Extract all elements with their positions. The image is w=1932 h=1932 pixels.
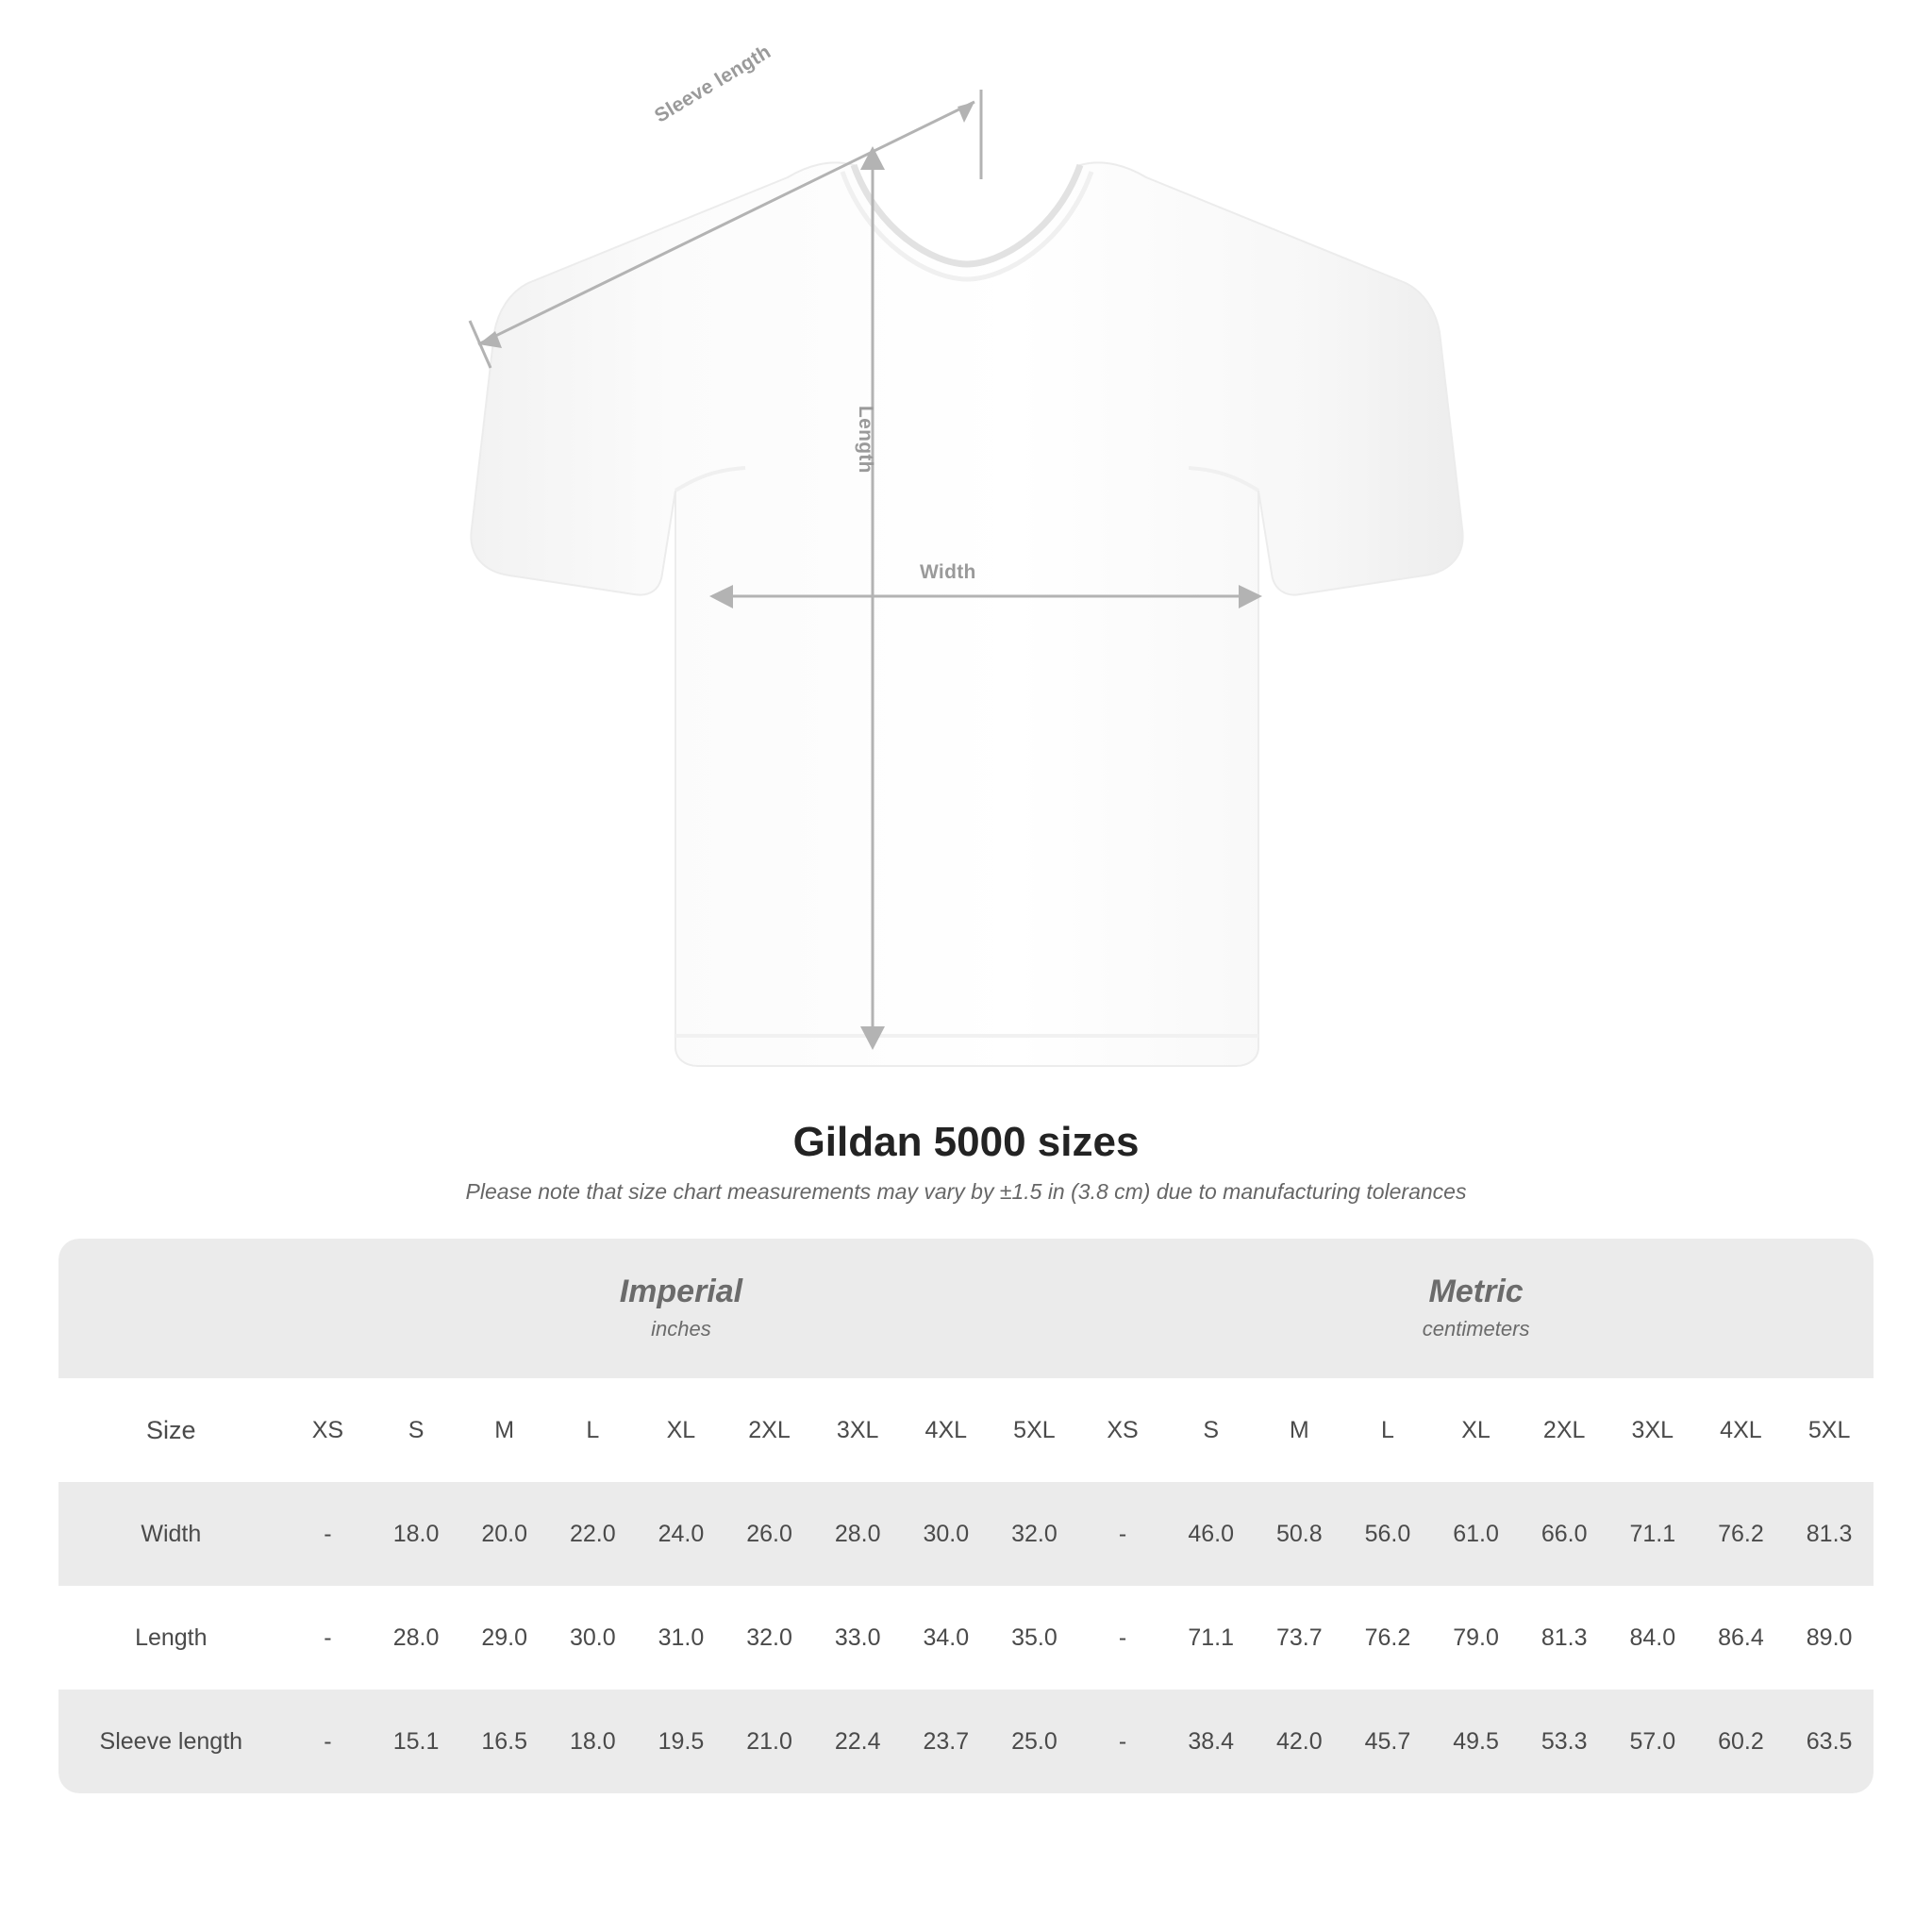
column-header-cell: XS	[284, 1378, 373, 1482]
table-cell: 22.4	[813, 1690, 902, 1793]
width-label: Width	[920, 561, 976, 583]
table-cell: 32.0	[991, 1482, 1079, 1586]
table-cell: 31.0	[637, 1586, 725, 1690]
row-label-width: Width	[58, 1482, 284, 1586]
table-cell: 32.0	[725, 1586, 814, 1690]
table-cell: 23.7	[902, 1690, 991, 1793]
table-cell: 28.0	[372, 1586, 460, 1690]
column-header-cell: 4XL	[1697, 1378, 1786, 1482]
unit-group-imperial-unit: inches	[651, 1316, 711, 1341]
column-header-cell: L	[548, 1378, 637, 1482]
table-row	[58, 1482, 1874, 1586]
table-cell: 25.0	[991, 1690, 1079, 1793]
table-cell: 18.0	[372, 1482, 460, 1586]
column-header-cell: 2XL	[1520, 1378, 1608, 1482]
table-cell: 42.0	[1255, 1690, 1343, 1793]
column-header-cell: XL	[637, 1378, 725, 1482]
table-cell: 46.0	[1167, 1482, 1256, 1586]
table-cell: 24.0	[637, 1482, 725, 1586]
unit-group-imperial	[284, 1239, 1079, 1378]
column-header-cell: S	[372, 1378, 460, 1482]
sleeve-length-label: Sleeve length	[651, 41, 775, 127]
table-cell: 18.0	[548, 1690, 637, 1793]
column-header-cell: XS	[1078, 1378, 1167, 1482]
table-cell: 38.4	[1167, 1690, 1256, 1793]
column-header-size: Size	[58, 1378, 284, 1482]
table-cell: 71.1	[1608, 1482, 1697, 1586]
table-cell: 60.2	[1697, 1690, 1786, 1793]
table-cell: 49.5	[1432, 1690, 1521, 1793]
length-label: Length	[855, 406, 876, 474]
column-header-cell: L	[1343, 1378, 1432, 1482]
table-cell: 16.5	[460, 1690, 549, 1793]
table-cell: 86.4	[1697, 1586, 1786, 1690]
unit-group-metric-unit: centimeters	[1422, 1316, 1530, 1341]
table-cell: 53.3	[1520, 1690, 1608, 1793]
row-label-sleeve-length: Sleeve length	[58, 1690, 284, 1793]
table-cell: 76.2	[1343, 1586, 1432, 1690]
table-cell: 33.0	[813, 1586, 902, 1690]
page-title: Gildan 5000 sizes	[792, 1119, 1140, 1165]
column-header-cell: M	[1255, 1378, 1343, 1482]
table-cell: -	[284, 1586, 373, 1690]
table-cell: 30.0	[548, 1586, 637, 1690]
unit-corner-cell	[58, 1239, 284, 1378]
table-cell: 81.3	[1520, 1586, 1608, 1690]
table-cell: 34.0	[902, 1586, 991, 1690]
page-subtitle: Please note that size chart measurements may vary by ±1.5 in (3.8 cm) due to manufacturing tolerances	[465, 1179, 1467, 1204]
table-cell: 57.0	[1608, 1690, 1697, 1793]
table-cell: -	[1078, 1586, 1167, 1690]
column-header-cell: 5XL	[1785, 1378, 1874, 1482]
table-cell: 63.5	[1785, 1690, 1874, 1793]
column-header-cell: M	[460, 1378, 549, 1482]
column-header-cell: S	[1167, 1378, 1256, 1482]
table-cell: -	[1078, 1690, 1167, 1793]
table-cell: 30.0	[902, 1482, 991, 1586]
title-block	[0, 1119, 1932, 1205]
table-cell: 20.0	[460, 1482, 549, 1586]
table-cell: 61.0	[1432, 1482, 1521, 1586]
unit-group-imperial-name: Imperial	[619, 1274, 743, 1310]
table-cell: -	[1078, 1482, 1167, 1586]
table-cell: 50.8	[1255, 1482, 1343, 1586]
table-cell: 81.3	[1785, 1482, 1874, 1586]
table-cell: 35.0	[991, 1586, 1079, 1690]
table-cell: 79.0	[1432, 1586, 1521, 1690]
table-cell: 84.0	[1608, 1586, 1697, 1690]
table-cell: 22.0	[548, 1482, 637, 1586]
table-cell: 89.0	[1785, 1586, 1874, 1690]
unit-group-metric-name: Metric	[1428, 1274, 1524, 1310]
table-cell: 56.0	[1343, 1482, 1432, 1586]
table-cell: 71.1	[1167, 1586, 1256, 1690]
unit-header-row	[58, 1239, 1874, 1378]
table-cell: 26.0	[725, 1482, 814, 1586]
table-row	[58, 1690, 1874, 1793]
table-cell: 19.5	[637, 1690, 725, 1793]
table-cell: 66.0	[1520, 1482, 1608, 1586]
table-row	[58, 1586, 1874, 1690]
size-table	[58, 1239, 1874, 1793]
column-header-cell: 4XL	[902, 1378, 991, 1482]
table-cell: 15.1	[372, 1690, 460, 1793]
table-cell: -	[284, 1482, 373, 1586]
tshirt-shape	[471, 162, 1462, 1066]
table-cell: 73.7	[1255, 1586, 1343, 1690]
row-label-length: Length	[58, 1586, 284, 1690]
table-cell: -	[284, 1690, 373, 1793]
unit-group-metric	[1078, 1239, 1874, 1378]
column-header-row	[58, 1378, 1874, 1482]
column-header-cell: 3XL	[1608, 1378, 1697, 1482]
table-cell: 28.0	[813, 1482, 902, 1586]
table-cell: 45.7	[1343, 1690, 1432, 1793]
table-cell: 21.0	[725, 1690, 814, 1793]
column-header-cell: XL	[1432, 1378, 1521, 1482]
column-header-cell: 5XL	[991, 1378, 1079, 1482]
column-header-cell: 2XL	[725, 1378, 814, 1482]
size-table-wrapper	[58, 1239, 1874, 1793]
length-arrow-head-top	[860, 146, 885, 170]
sleeve-arrow-head-right	[958, 102, 974, 123]
table-cell: 29.0	[460, 1586, 549, 1690]
table-cell: 76.2	[1697, 1482, 1786, 1586]
column-header-cell: 3XL	[813, 1378, 902, 1482]
